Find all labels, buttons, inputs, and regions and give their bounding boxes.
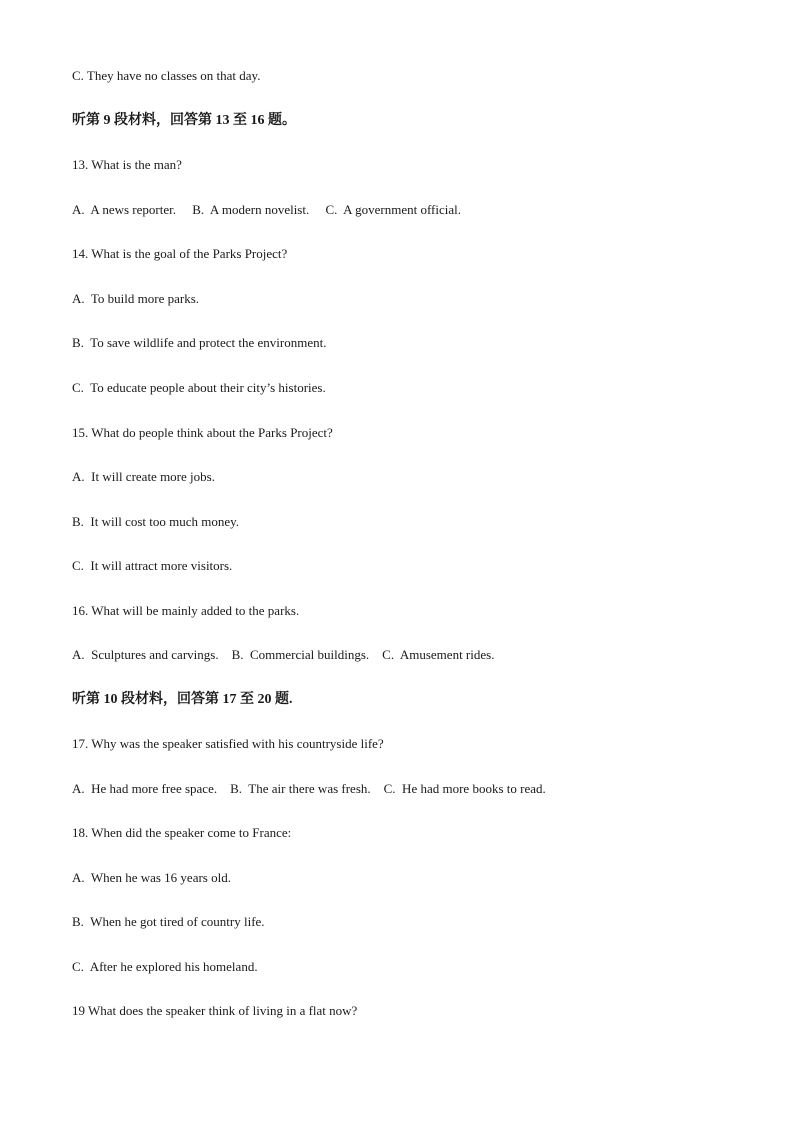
- options-16: A. Sculptures and carvings. B. Commercial buildings. C. Amusement rides.: [72, 647, 495, 662]
- option-15b: B. It will cost too much money.: [72, 514, 240, 529]
- option-12c: C. They have no classes on that day.: [72, 68, 261, 83]
- question-19: 19 What does the speaker think of living in a flat now?: [72, 1003, 358, 1018]
- option-15a: A. It will create more jobs.: [72, 469, 215, 484]
- option-14b: B. To save wildlife and protect the environment.: [72, 335, 327, 350]
- document-page: [72, 0, 754, 1123]
- options-17: A. He had more free space. B. The air there was fresh. C. He had more books to read.: [72, 781, 546, 796]
- option-18c: C. After he explored his homeland.: [72, 959, 258, 974]
- option-18a: A. When he was 16 years old.: [72, 870, 231, 885]
- option-14c: C. To educate people about their city’s histories.: [72, 380, 326, 395]
- question-18: 18. When did the speaker come to France:: [72, 825, 292, 840]
- option-18b: B. When he got tired of country life.: [72, 914, 265, 929]
- option-14a: A. To build more parks.: [72, 291, 200, 306]
- question-16: 16. What will be mainly added to the parks.: [72, 603, 300, 618]
- question-14: 14. What is the goal of the Parks Project?: [72, 246, 288, 261]
- option-15c: C. It will attract more visitors.: [72, 558, 233, 573]
- question-13: 13. What is the man?: [72, 157, 182, 172]
- options-13: A. A news reporter. B. A modern novelist. C. A government official.: [72, 202, 461, 217]
- question-15: 15. What do people think about the Parks Project?: [72, 425, 333, 440]
- section-heading-10: 听第 10 段材料，回答第 17 至 20 题.: [72, 692, 293, 707]
- question-17: 17. Why was the speaker satisfied with his countryside life?: [72, 736, 384, 751]
- section-heading-9: 听第 9 段材料，回答第 13 至 16 题。: [72, 113, 296, 128]
